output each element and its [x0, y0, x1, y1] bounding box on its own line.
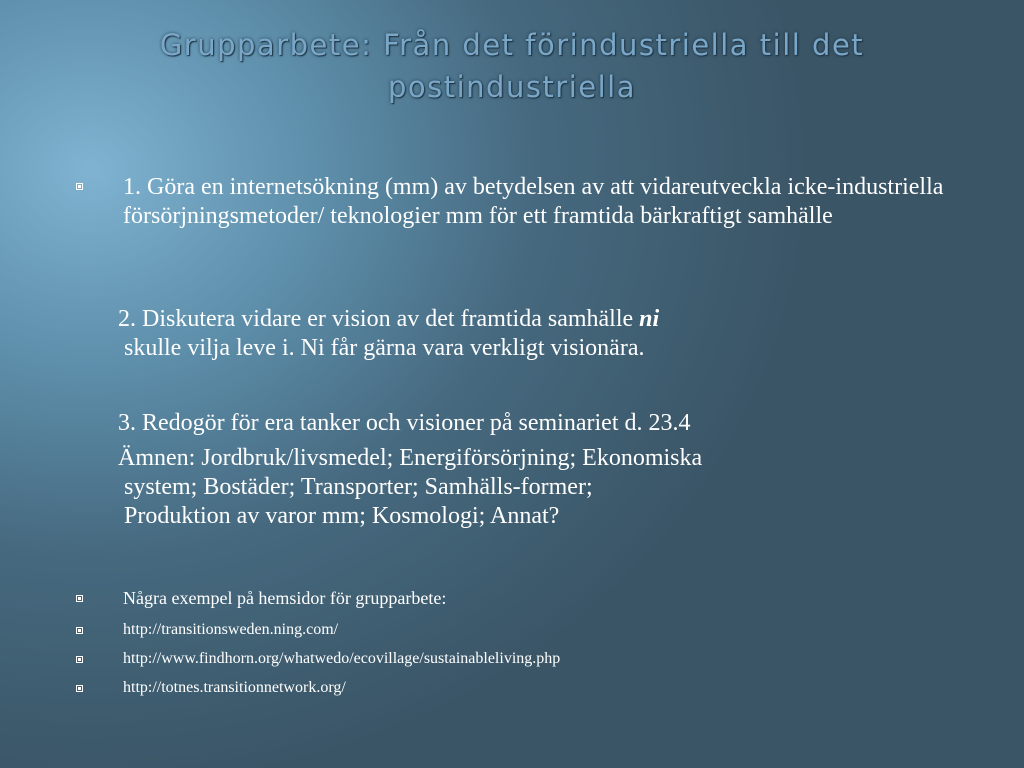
link-transitionsweden[interactable]: http://transitionsweden.ning.com/	[123, 621, 339, 638]
bullet-icon	[76, 595, 83, 602]
item-1-text: 1. Göra en internetsökning (mm) av betydelsen av att vidareutveckla icke-industriella försörjningsmetoder/ teknologier mm för ett framtida bärkraftigt samhälle	[123, 174, 944, 229]
bullet-icon	[76, 656, 83, 663]
link-totnes[interactable]: http://totnes.transitionnetwork.org/	[123, 679, 346, 696]
link-findhorn[interactable]: http://www.findhorn.org/whatwedo/ecovillage/sustainableliving.php	[123, 650, 561, 667]
link-item[interactable]	[76, 619, 976, 641]
examples-heading: Några exempel på hemsidor för grupparbete:	[123, 588, 447, 608]
item-2-line-2: skulle vilja leve i. Ni får gärna vara verkligt visionära.	[124, 335, 645, 361]
item-3-paragraph	[118, 409, 978, 531]
link-item[interactable]	[76, 677, 976, 699]
item-2-text: 2. Diskutera vidare er vision av det framtida samhälle	[118, 306, 640, 332]
bullet-item-1	[76, 173, 976, 263]
slide-title: Grupparbete: Från det förindustriella till det postindustriella	[159, 28, 865, 104]
item-3-line-2: Ämnen: Jordbruk/livsmedel; Energiförsörjning; Ekonomiska	[118, 445, 703, 471]
item-2-line-1	[118, 305, 978, 334]
item-2-paragraph	[118, 305, 978, 363]
item-3-line-4: Produktion av varor mm; Kosmologi; Annat?	[124, 503, 560, 529]
bullet-icon	[76, 627, 83, 634]
item-3-line-3: system; Bostäder; Transporter; Samhälls-former;	[124, 474, 593, 500]
examples-heading-item	[76, 586, 976, 612]
item-2-emphasis: ni	[639, 306, 660, 332]
bullet-icon	[76, 685, 83, 692]
link-item[interactable]	[76, 648, 976, 670]
item-3-line-1: 3. Redogör för era tanker och visioner på seminariet d. 23.4	[118, 410, 691, 436]
bullet-icon	[76, 183, 83, 190]
